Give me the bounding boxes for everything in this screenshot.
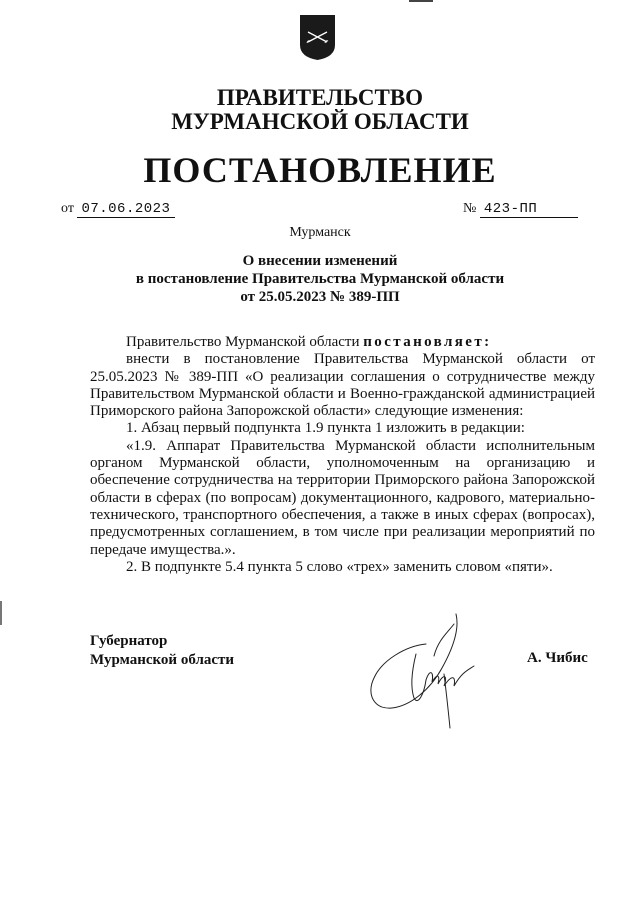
body-paragraph-4: 2. В подпункте 5.4 пункта 5 слово «трех» заменить словом «пяти».: [126, 558, 553, 575]
date-field: [61, 201, 175, 218]
body-paragraph-1: внести в постановление Правительства Мурманской области от 25.05.2023 № 389-ПП «О реализации соглашения о сотрудничестве между Правительством Мурманской области и Военно-гражданской администрацией Приморского района Запорожской области» следующие изменения:: [90, 351, 595, 420]
coat-of-arms-emblem: [299, 14, 336, 61]
organization-name-line1: ПРАВИТЕЛЬСТВО: [216, 85, 424, 110]
subject-line2: в постановление Правительства Мурманской области: [135, 271, 505, 287]
document-type-title: ПОСТАНОВЛЕНИЕ: [143, 150, 497, 190]
signatory-title: [90, 632, 234, 670]
date-prefix: от: [61, 201, 74, 216]
top-edge-mark: [409, 0, 433, 2]
signatory-title-line1: Губернатор: [90, 633, 168, 649]
left-edge-mark: [0, 601, 2, 625]
number-value: 423-ПП: [480, 201, 578, 218]
number-prefix: №: [463, 201, 477, 216]
organization-name-line2: МУРМАНСКОЙ ОБЛАСТИ: [171, 109, 469, 134]
date-value: 07.06.2023: [77, 201, 175, 218]
handwritten-signature: [364, 610, 514, 730]
signatory-title-line2: Мурманской области: [90, 652, 235, 668]
body-paragraph-2: 1. Абзац первый подпункта 1.9 пункта 1 изложить в редакции:: [126, 420, 525, 437]
number-field: [463, 201, 578, 218]
document-subject: [0, 252, 640, 306]
body-paragraph-3: «1.9. Аппарат Правительства Мурманской области исполнительным органом Мурманской области, уполномоченным на организацию и обеспечение сотрудничества на территории Приморского района Запорожской области в сферах (по вопросам) документационного, кадрового, материально-технического, транспортного обеспечения, а также в иных сферах (вопросах), предусмотренных соглашением, в том числе при реализации мероприятий по передаче имущества.».: [90, 437, 595, 558]
subject-line3: от 25.05.2023 № 389-ПП: [240, 289, 400, 305]
preamble-text: Правительство Мурманской области: [126, 334, 364, 350]
decree-verb: постановляет:: [363, 334, 492, 350]
preamble-paragraph: [90, 334, 595, 351]
subject-line1: О внесении изменений: [242, 253, 398, 269]
signatory-name: А. Чибис: [527, 650, 588, 666]
document-body: [90, 334, 595, 576]
city-name: Мурманск: [289, 225, 351, 240]
